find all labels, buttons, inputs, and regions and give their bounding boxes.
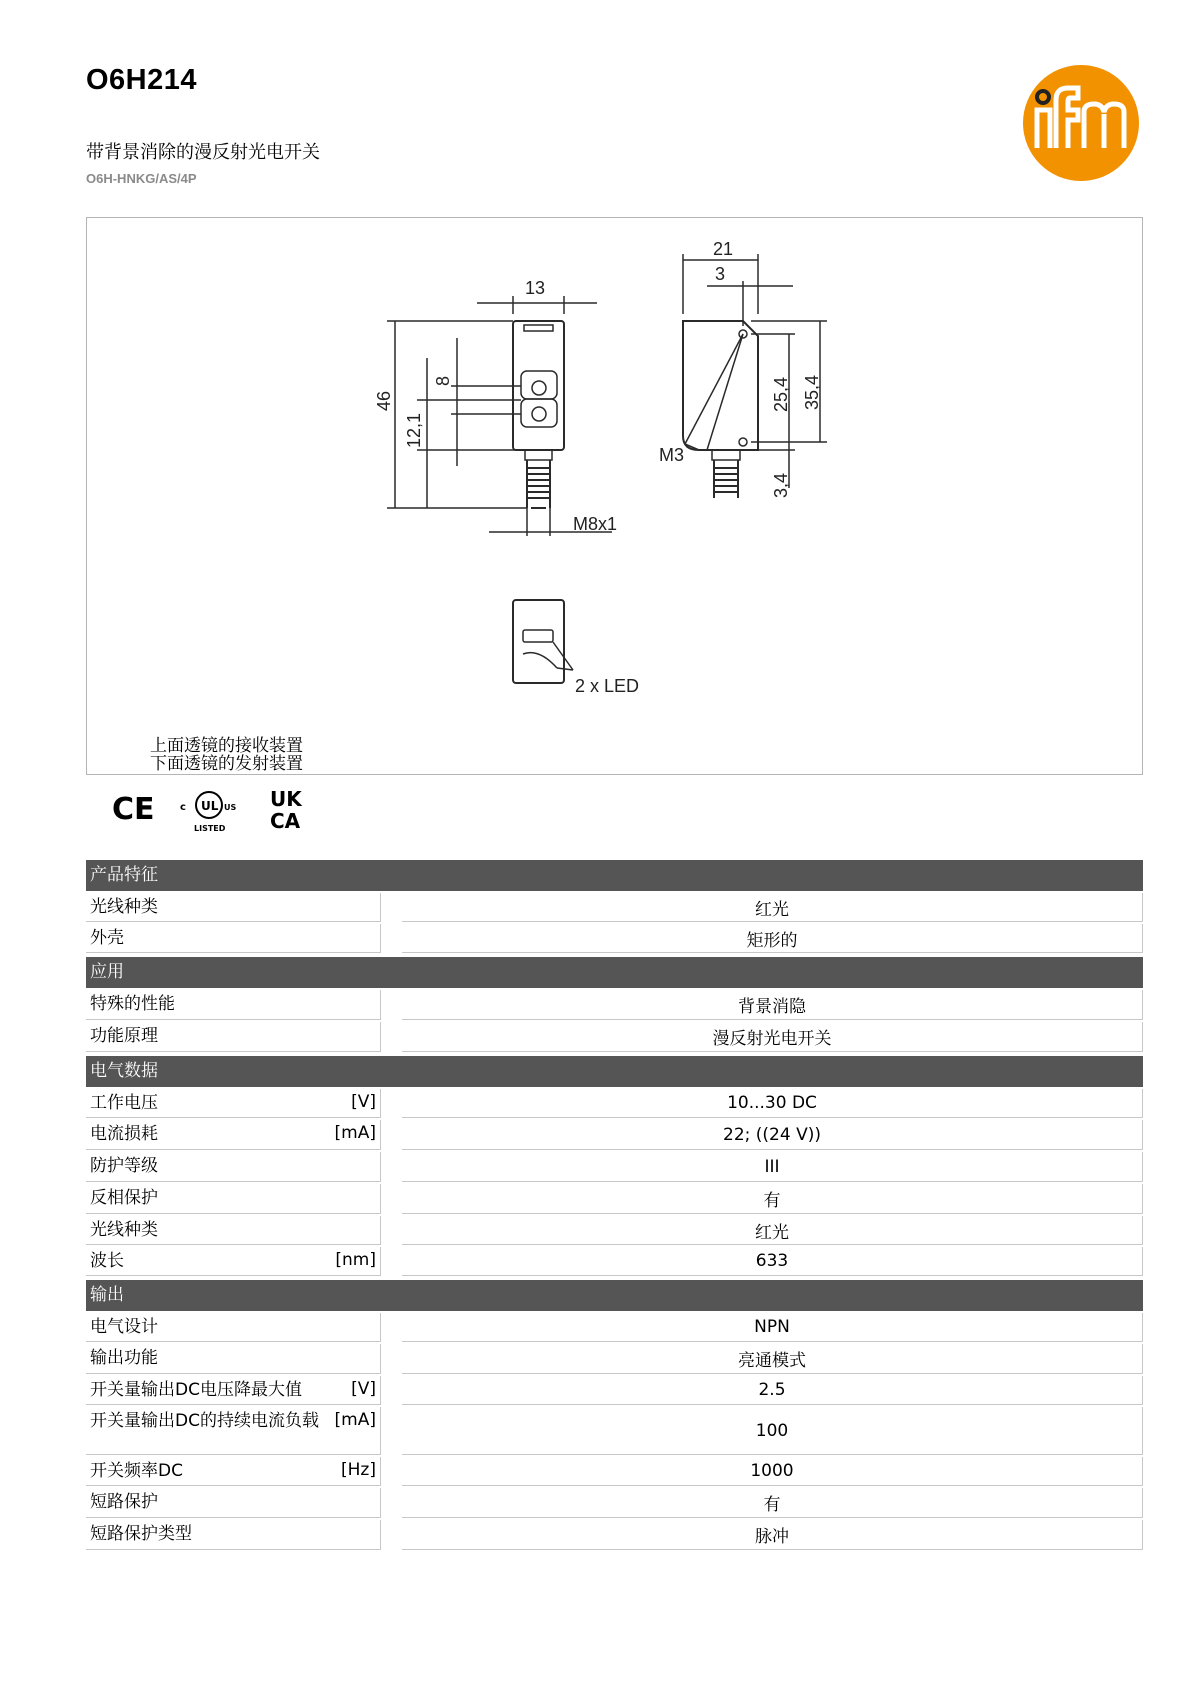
table-row xyxy=(86,1313,1143,1342)
article-number: O6H-HNKG/AS/4P xyxy=(86,171,197,186)
table-row xyxy=(86,1344,1143,1374)
row-value: 2.5 xyxy=(402,1376,1143,1405)
label-led: 2 x LED xyxy=(575,676,640,696)
section-header-output: 输出 xyxy=(86,1280,1143,1311)
table-row xyxy=(86,893,1143,922)
ul-listed-mark xyxy=(180,792,236,833)
row-label: 电气设计 xyxy=(90,1317,158,1337)
svg-text:c: c xyxy=(180,802,186,813)
table-row: 电流损耗 [mA] 22; ((24 V)) xyxy=(86,1120,1143,1150)
ce-mark: CE xyxy=(112,792,155,827)
row-label: 反相保护 xyxy=(90,1188,158,1208)
row-value: 矩形的 xyxy=(402,924,1143,953)
table-row xyxy=(86,1022,1143,1052)
row-value: 有 xyxy=(402,1488,1143,1518)
product-subtitle: 带背景消除的漫反射光电开关 xyxy=(86,142,320,163)
row-value: 22; ((24 V)) xyxy=(402,1120,1143,1150)
row-value: 背景消隐 xyxy=(402,990,1143,1020)
row-value: 红光 xyxy=(402,893,1143,922)
svg-text:CA: CA xyxy=(270,809,301,833)
dimension-drawing xyxy=(86,217,1143,775)
table-row xyxy=(86,924,1143,953)
row-value: 100 xyxy=(402,1407,1143,1455)
dim-8: 8 xyxy=(433,375,453,386)
ifm-logo xyxy=(1022,64,1140,182)
row-label: 光线种类 xyxy=(90,897,158,917)
row-value: 亮通模式 xyxy=(402,1344,1143,1374)
row-label: 开关量输出DC的持续电流负载 xyxy=(90,1411,319,1431)
row-value: NPN xyxy=(402,1313,1143,1342)
dim-35-4: 35,4 xyxy=(802,374,822,410)
svg-text:US: US xyxy=(224,803,237,812)
row-label: 外壳 xyxy=(90,928,124,948)
table-row xyxy=(86,990,1143,1020)
table-row xyxy=(86,1488,1143,1518)
dim-46: 46 xyxy=(374,390,394,411)
table-row: 开关量输出DC的持续电流负载 [mA] 100 xyxy=(86,1407,1143,1455)
row-label: 防护等级 xyxy=(90,1156,158,1176)
row-label: 短路保护 xyxy=(90,1492,158,1512)
ukca-mark xyxy=(270,787,303,833)
dim-3-4: 3,4 xyxy=(771,472,791,498)
row-label: 波长 xyxy=(90,1251,124,1271)
product-title: O6H214 xyxy=(86,64,198,96)
row-label: 输出功能 xyxy=(90,1348,158,1368)
section-header-features: 产品特征 xyxy=(86,860,1143,891)
section-header-electrical: 电气数据 xyxy=(86,1056,1143,1087)
row-value: 10...30 DC xyxy=(402,1089,1143,1118)
table-row: 波长 [nm] 633 xyxy=(86,1247,1143,1276)
certification-marks xyxy=(110,785,330,833)
table-row: 开关量输出DC电压降最大值 [V] 2.5 xyxy=(86,1376,1143,1405)
row-label: 开关频率DC xyxy=(90,1461,183,1481)
row-value: 633 xyxy=(402,1247,1143,1276)
table-row xyxy=(86,1184,1143,1214)
sensor-side-body xyxy=(683,321,758,450)
table-row: 工作电压 [V] 10...30 DC xyxy=(86,1089,1143,1118)
row-value: 脉冲 xyxy=(402,1520,1143,1550)
table-row xyxy=(86,1520,1143,1550)
row-value: 1000 xyxy=(402,1457,1143,1486)
row-value: 漫反射光电开关 xyxy=(402,1022,1143,1052)
row-value: 红光 xyxy=(402,1216,1143,1245)
dim-21: 21 xyxy=(713,239,734,259)
spec-table xyxy=(86,860,1143,1552)
row-label: 光线种类 xyxy=(90,1220,158,1240)
label-m3: M3 xyxy=(659,445,685,465)
row-label: 电流损耗 xyxy=(90,1124,158,1144)
row-label: 特殊的性能 xyxy=(90,994,175,1014)
row-value: 有 xyxy=(402,1184,1143,1214)
svg-text:LISTED: LISTED xyxy=(194,824,226,833)
note-receiver: 上面透镜的接收装置 xyxy=(150,736,303,756)
table-row xyxy=(86,1216,1143,1245)
table-row xyxy=(86,1152,1143,1182)
svg-text:UL: UL xyxy=(201,799,219,813)
dim-13: 13 xyxy=(525,278,546,298)
row-label: 工作电压 xyxy=(90,1093,158,1113)
row-label: 功能原理 xyxy=(90,1026,158,1046)
row-label: 短路保护类型 xyxy=(90,1524,192,1544)
row-label: 开关量输出DC电压降最大值 xyxy=(90,1380,302,1400)
note-emitter: 下面透镜的发射装置 xyxy=(150,754,303,774)
dim-12-1: 12,1 xyxy=(404,412,424,448)
row-value: III xyxy=(402,1152,1143,1182)
section-header-application: 应用 xyxy=(86,957,1143,988)
dim-m8x1: M8x1 xyxy=(573,514,618,534)
table-row: 开关频率DC [Hz] 1000 xyxy=(86,1457,1143,1486)
dim-25-4: 25,4 xyxy=(771,376,791,412)
dim-3: 3 xyxy=(715,264,726,284)
svg-text:UK: UK xyxy=(270,787,302,811)
lens-notes xyxy=(150,737,303,773)
